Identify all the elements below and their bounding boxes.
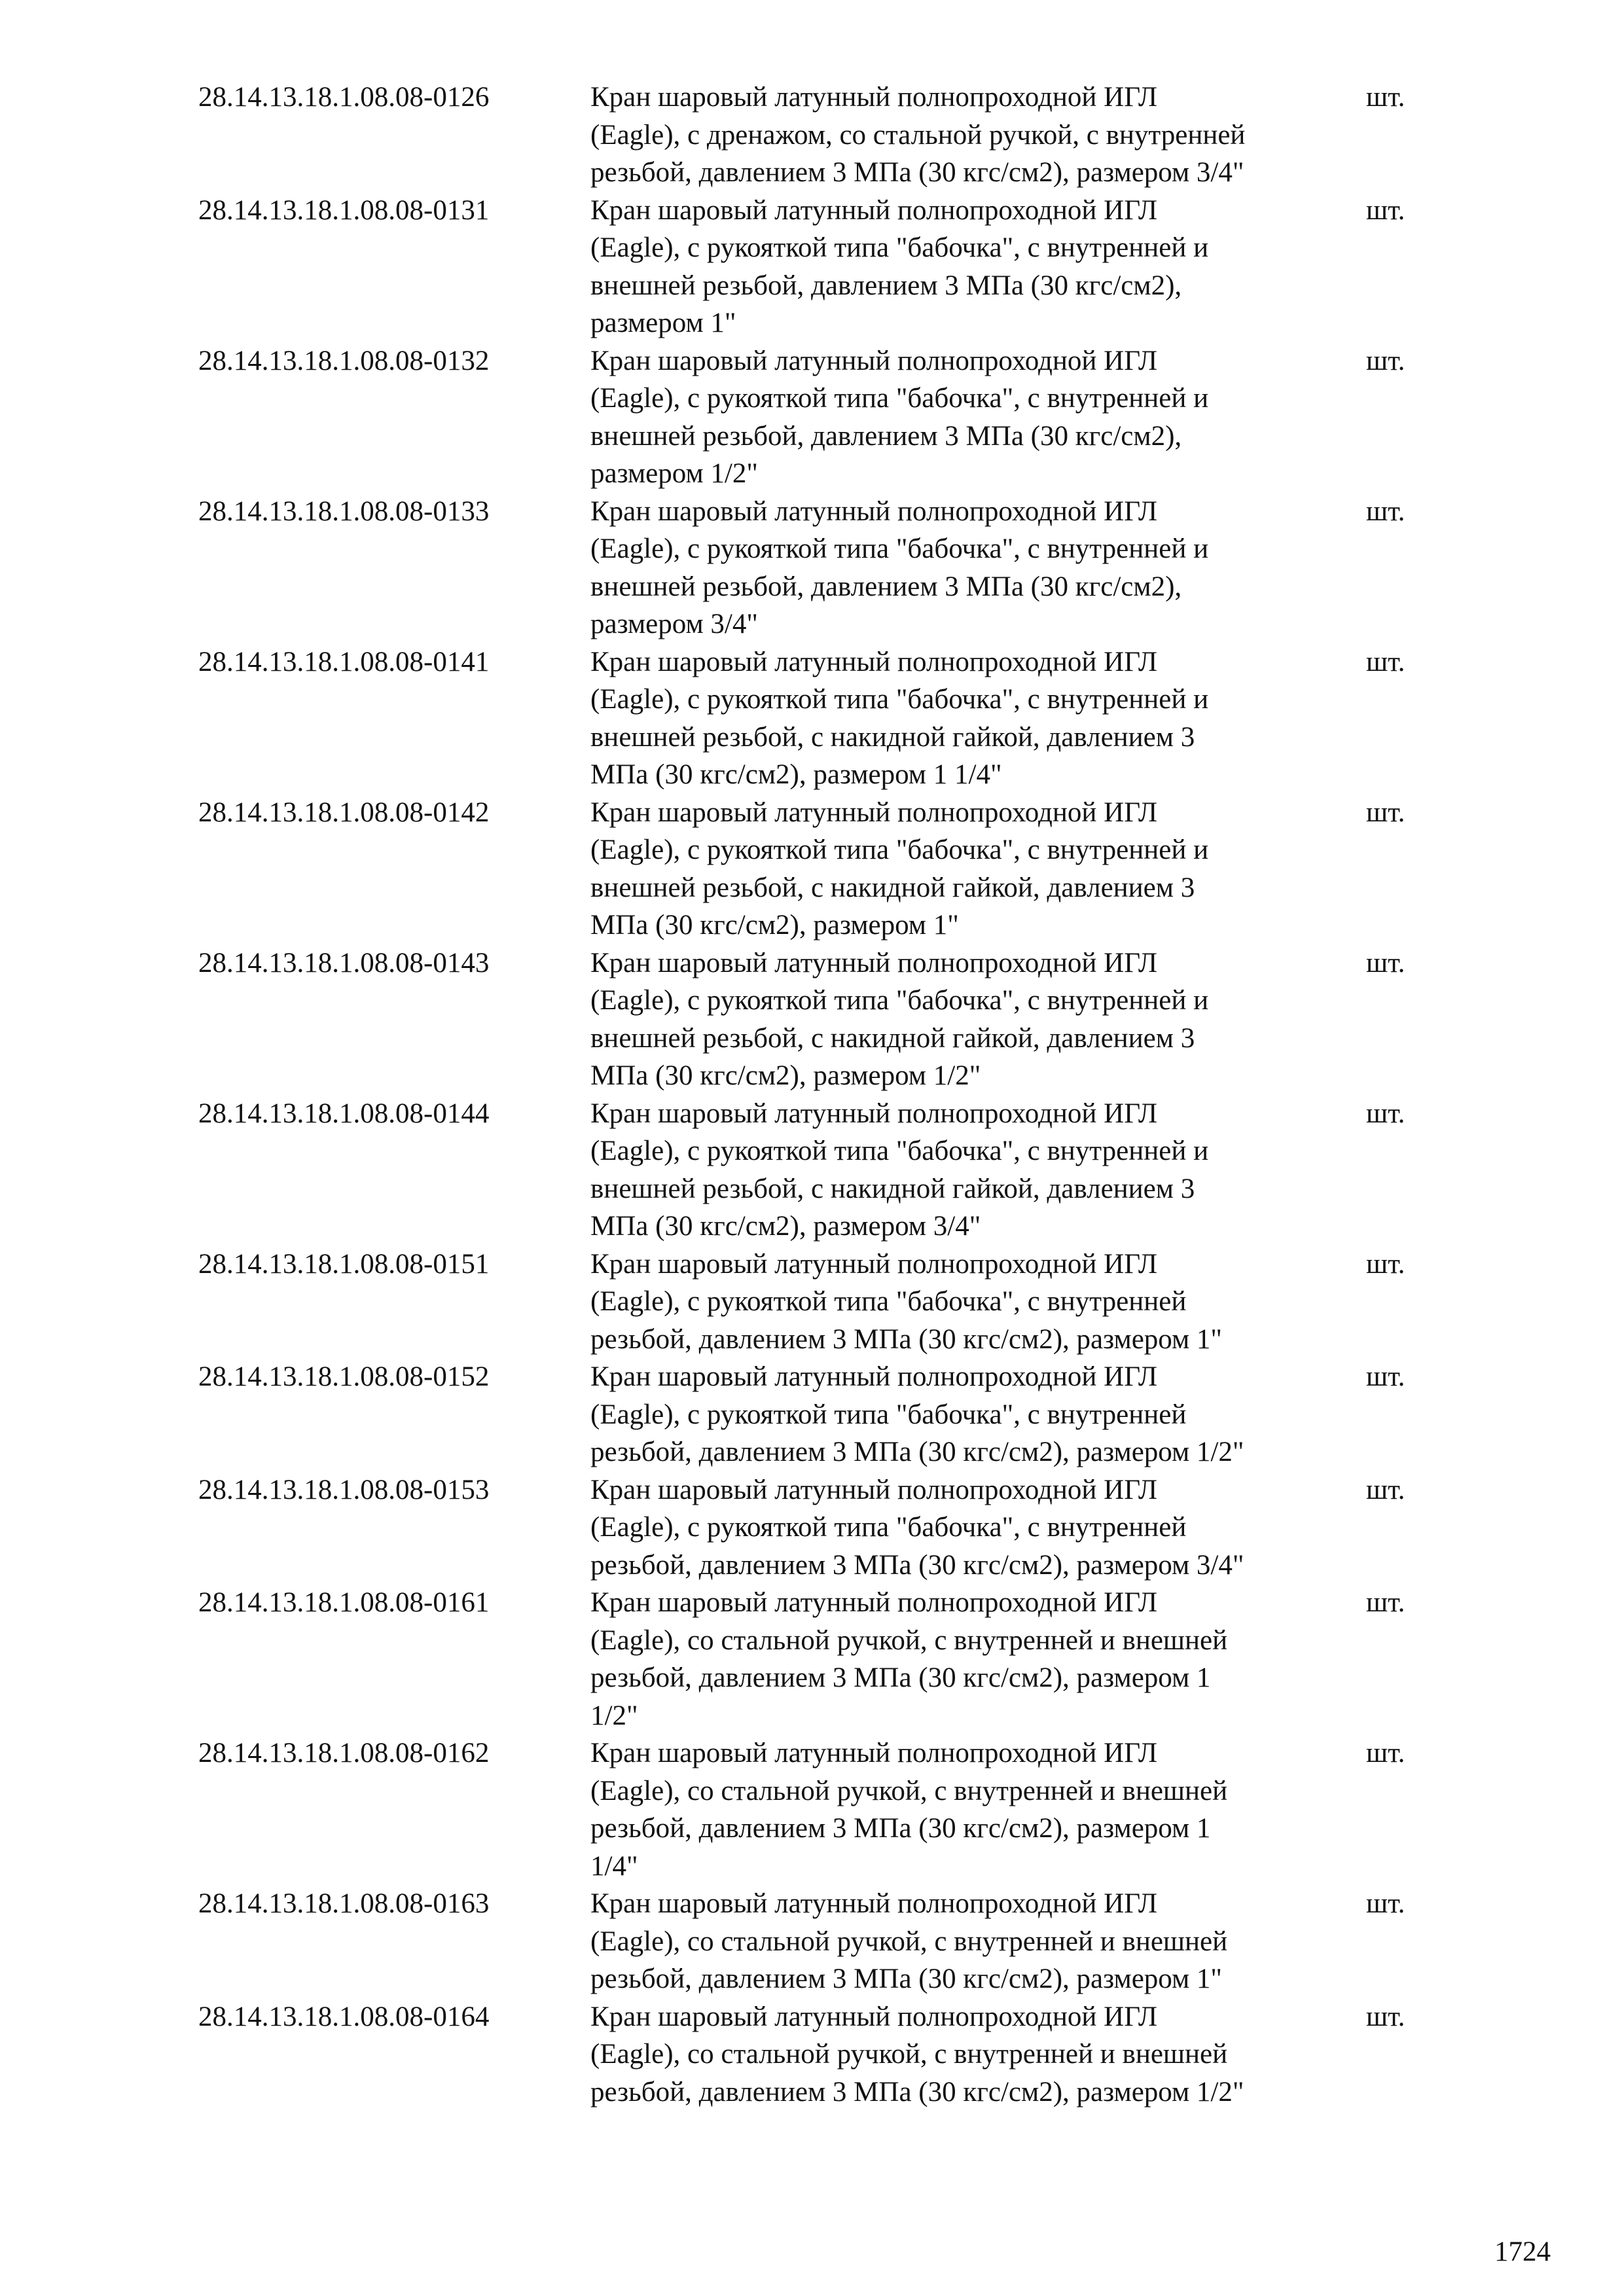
unit-of-measure: шт. bbox=[1366, 194, 1405, 226]
description-line: резьбой, давлением 3 МПа (30 кгс/см2), размером 1 bbox=[590, 1813, 1211, 1844]
description-line: (Eagle), с дренажом, со стальной ручкой, с внутренней bbox=[590, 119, 1246, 151]
resource-code: 28.14.13.18.1.08.08-0131 bbox=[198, 194, 490, 226]
unit-of-measure: шт. bbox=[1366, 1098, 1405, 1129]
table-row bbox=[198, 643, 1442, 794]
description-line: Кран шаровый латунный полнопроходной ИГЛ bbox=[590, 1248, 1157, 1280]
page-number: 1724 bbox=[1494, 2236, 1551, 2267]
description-line: размером 1" bbox=[590, 308, 736, 338]
description-line: внешней резьбой, с накидной гайкой, давлением 3 bbox=[590, 872, 1195, 903]
description-line: внешней резьбой, давлением 3 МПа (30 кгс/см2), bbox=[590, 270, 1182, 301]
unit-of-measure: шт. bbox=[1366, 82, 1405, 113]
unit-of-measure: шт. bbox=[1366, 1474, 1405, 1505]
description-line: (Eagle), с рукояткой типа "бабочка", с внутренней bbox=[590, 1286, 1187, 1317]
description-line: Кран шаровый латунный полнопроходной ИГЛ bbox=[590, 2001, 1157, 2032]
description-line: внешней резьбой, давлением 3 МПа (30 кгс/см2), bbox=[590, 420, 1182, 452]
description-line: размером 1/2" bbox=[590, 458, 758, 489]
table-row bbox=[198, 1358, 1442, 1471]
description-line: резьбой, давлением 3 МПа (30 кгс/см2), размером 1" bbox=[590, 1323, 1222, 1355]
unit-of-measure: шт. bbox=[1366, 1361, 1405, 1392]
resource-code: 28.14.13.18.1.08.08-0163 bbox=[198, 1888, 490, 1919]
description-line: Кран шаровый латунный полнопроходной ИГЛ bbox=[590, 646, 1157, 677]
unit-of-measure: шт. bbox=[1366, 947, 1405, 978]
resource-description bbox=[590, 794, 1366, 944]
unit-of-measure: шт. bbox=[1366, 797, 1405, 828]
description-line: МПа (30 кгс/см2), размером 1" bbox=[590, 910, 959, 941]
description-line: Кран шаровый латунный полнопроходной ИГЛ bbox=[590, 1361, 1157, 1392]
description-line: Кран шаровый латунный полнопроходной ИГЛ bbox=[590, 1587, 1157, 1618]
description-line: (Eagle), со стальной ручкой, с внутренней и внешней bbox=[590, 1926, 1228, 1957]
table-row bbox=[198, 1471, 1442, 1585]
unit-of-measure: шт. bbox=[1366, 1248, 1405, 1280]
table-row bbox=[198, 794, 1442, 944]
resource-description bbox=[590, 493, 1366, 643]
table-row bbox=[198, 342, 1442, 493]
resource-code: 28.14.13.18.1.08.08-0162 bbox=[198, 1738, 490, 1768]
unit-of-measure: шт. bbox=[1366, 345, 1405, 376]
description-line: резьбой, давлением 3 МПа (30 кгс/см2), размером 1/2" bbox=[590, 2076, 1244, 2108]
description-line: (Eagle), со стальной ручкой, с внутренней и внешней bbox=[590, 1624, 1228, 1656]
resource-description bbox=[590, 1734, 1366, 1885]
resource-description bbox=[590, 1246, 1366, 1359]
unit-of-measure: шт. bbox=[1366, 1587, 1405, 1618]
description-line: Кран шаровый латунный полнопроходной ИГЛ bbox=[590, 947, 1157, 978]
resource-code: 28.14.13.18.1.08.08-0143 bbox=[198, 947, 490, 978]
resource-description bbox=[590, 79, 1366, 192]
table-row bbox=[198, 944, 1442, 1095]
description-line: Кран шаровый латунный полнопроходной ИГЛ bbox=[590, 1098, 1157, 1129]
description-line: Кран шаровый латунный полнопроходной ИГЛ bbox=[590, 82, 1157, 113]
table-row bbox=[198, 79, 1442, 192]
description-line: МПа (30 кгс/см2), размером 1/2" bbox=[590, 1060, 981, 1091]
resource-code: 28.14.13.18.1.08.08-0142 bbox=[198, 797, 490, 828]
description-line: внешней резьбой, давлением 3 МПа (30 кгс/см2), bbox=[590, 571, 1182, 602]
description-line: резьбой, давлением 3 МПа (30 кгс/см2), размером 3/4" bbox=[590, 157, 1244, 188]
resource-description bbox=[590, 1471, 1366, 1585]
description-line: МПа (30 кгс/см2), размером 1 1/4" bbox=[590, 759, 1002, 790]
description-line: (Eagle), со стальной ручкой, с внутренней и внешней bbox=[590, 1775, 1228, 1806]
description-line: размером 3/4" bbox=[590, 609, 758, 639]
resource-description bbox=[590, 1885, 1366, 1998]
description-line: (Eagle), с рукояткой типа "бабочка", с внутренней и bbox=[590, 684, 1209, 715]
description-line: Кран шаровый латунный полнопроходной ИГЛ bbox=[590, 194, 1157, 226]
resource-code: 28.14.13.18.1.08.08-0161 bbox=[198, 1587, 490, 1618]
description-line: (Eagle), с рукояткой типа "бабочка", с внутренней и bbox=[590, 232, 1209, 263]
unit-of-measure: шт. bbox=[1366, 495, 1405, 527]
description-line: (Eagle), с рукояткой типа "бабочка", с внутренней и bbox=[590, 1136, 1209, 1166]
description-line: 1/4" bbox=[590, 1850, 638, 1882]
description-line: (Eagle), с рукояткой типа "бабочка", с внутренней и bbox=[590, 985, 1209, 1016]
description-line: Кран шаровый латунный полнопроходной ИГЛ bbox=[590, 797, 1157, 828]
resource-description bbox=[590, 1358, 1366, 1471]
resource-description bbox=[590, 1095, 1366, 1246]
description-line: Кран шаровый латунный полнопроходной ИГЛ bbox=[590, 1738, 1157, 1768]
resource-code: 28.14.13.18.1.08.08-0152 bbox=[198, 1361, 490, 1392]
table-row bbox=[198, 493, 1442, 643]
resource-code: 28.14.13.18.1.08.08-0151 bbox=[198, 1248, 490, 1280]
table-row bbox=[198, 1584, 1442, 1734]
resource-code: 28.14.13.18.1.08.08-0141 bbox=[198, 646, 490, 677]
unit-of-measure: шт. bbox=[1366, 2001, 1405, 2032]
entries-list bbox=[198, 79, 1442, 2111]
description-line: резьбой, давлением 3 МПа (30 кгс/см2), размером 1" bbox=[590, 1964, 1222, 1994]
description-line: (Eagle), с рукояткой типа "бабочка", с внутренней и bbox=[590, 834, 1209, 865]
unit-of-measure: шт. bbox=[1366, 646, 1405, 677]
description-line: Кран шаровый латунный полнопроходной ИГЛ bbox=[590, 495, 1157, 527]
description-line: Кран шаровый латунный полнопроходной ИГЛ bbox=[590, 1474, 1157, 1505]
resource-description bbox=[590, 342, 1366, 493]
table-row bbox=[198, 1095, 1442, 1246]
table-row bbox=[198, 1246, 1442, 1359]
table-row bbox=[198, 192, 1442, 342]
description-line: Кран шаровый латунный полнопроходной ИГЛ bbox=[590, 1888, 1157, 1919]
description-line: внешней резьбой, с накидной гайкой, давлением 3 bbox=[590, 1173, 1195, 1204]
description-line: (Eagle), с рукояткой типа "бабочка", с внутренней и bbox=[590, 383, 1209, 414]
resource-code: 28.14.13.18.1.08.08-0126 bbox=[198, 82, 490, 113]
description-line: внешней резьбой, с накидной гайкой, давлением 3 bbox=[590, 721, 1195, 753]
resource-code: 28.14.13.18.1.08.08-0164 bbox=[198, 2001, 490, 2032]
resource-description bbox=[590, 643, 1366, 794]
resource-code: 28.14.13.18.1.08.08-0144 bbox=[198, 1098, 490, 1129]
resource-description bbox=[590, 192, 1366, 342]
description-line: МПа (30 кгс/см2), размером 3/4" bbox=[590, 1211, 981, 1242]
resource-description bbox=[590, 944, 1366, 1095]
description-line: 1/2" bbox=[590, 1700, 638, 1731]
resource-description bbox=[590, 1584, 1366, 1734]
table-row bbox=[198, 1734, 1442, 1885]
resource-description bbox=[590, 1998, 1366, 2111]
description-line: (Eagle), со стальной ручкой, с внутренней и внешней bbox=[590, 2039, 1228, 2070]
description-line: резьбой, давлением 3 МПа (30 кгс/см2), размером 1/2" bbox=[590, 1437, 1244, 1467]
unit-of-measure: шт. bbox=[1366, 1888, 1405, 1919]
description-line: внешней резьбой, с накидной гайкой, давлением 3 bbox=[590, 1022, 1195, 1054]
description-line: (Eagle), с рукояткой типа "бабочка", с внутренней bbox=[590, 1512, 1187, 1543]
table-row bbox=[198, 1885, 1442, 1998]
table-row bbox=[198, 1998, 1442, 2111]
description-line: (Eagle), с рукояткой типа "бабочка", с внутренней и bbox=[590, 533, 1209, 564]
resource-code: 28.14.13.18.1.08.08-0153 bbox=[198, 1474, 490, 1505]
description-line: резьбой, давлением 3 МПа (30 кгс/см2), размером 3/4" bbox=[590, 1549, 1244, 1581]
resource-code: 28.14.13.18.1.08.08-0133 bbox=[198, 495, 490, 527]
resource-code: 28.14.13.18.1.08.08-0132 bbox=[198, 345, 490, 376]
unit-of-measure: шт. bbox=[1366, 1738, 1405, 1768]
description-line: Кран шаровый латунный полнопроходной ИГЛ bbox=[590, 345, 1157, 376]
description-line: (Eagle), с рукояткой типа "бабочка", с внутренней bbox=[590, 1399, 1187, 1430]
description-line: резьбой, давлением 3 МПа (30 кгс/см2), размером 1 bbox=[590, 1662, 1211, 1693]
